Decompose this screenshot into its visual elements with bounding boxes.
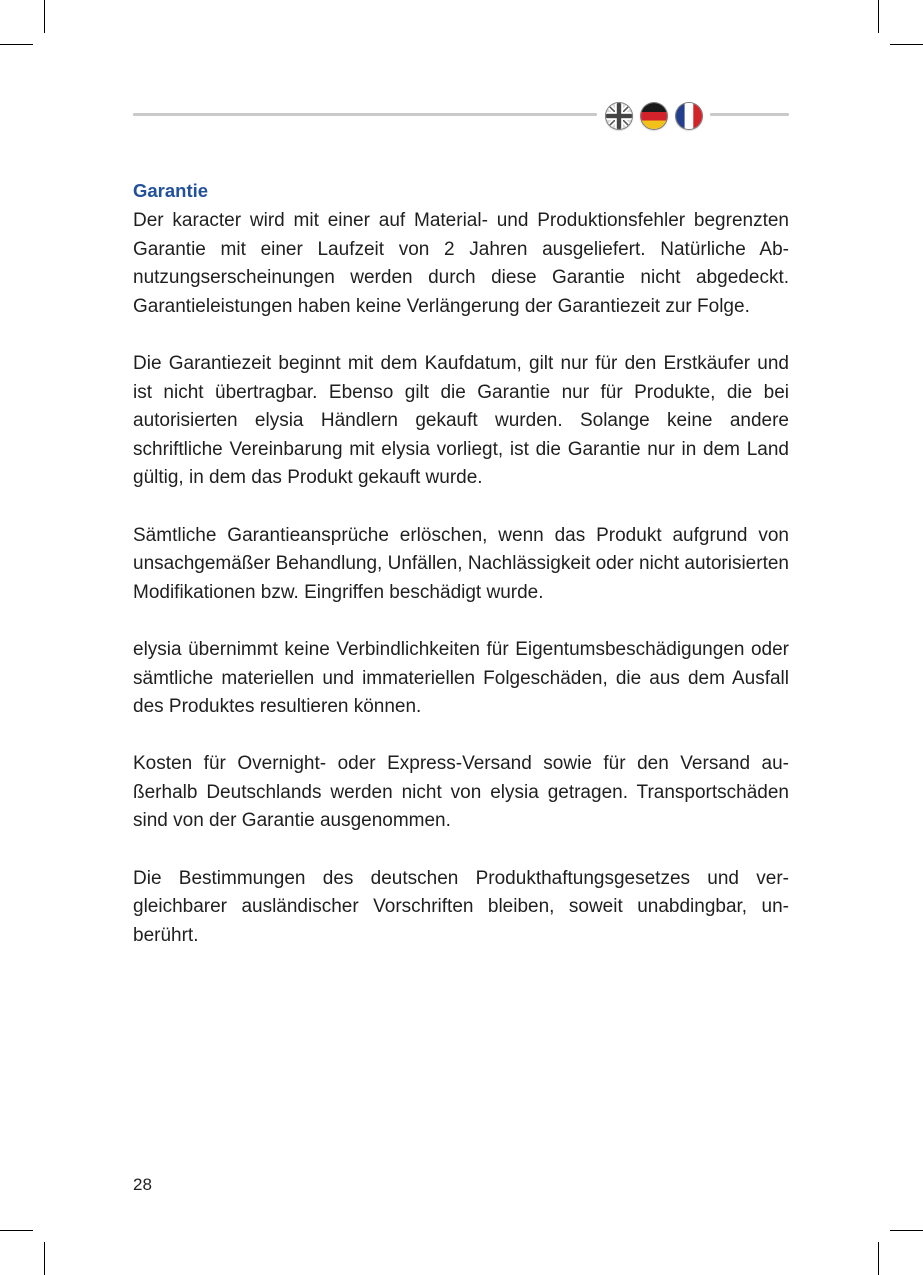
uk-flag-icon[interactable] [606, 103, 632, 129]
paragraph: Der karacter wird mit einer auf Material- und Produktionsfehler begrenzten Garantie mit einer Laufzeit von 2 Jahren ausgeliefert. Natürliche Abnutzungserscheinungen werden durch diese Garantie nicht abgedeckt. Garantieleistungen haben keine Verlängerung der Garantiezeit zur Folge. [133, 210, 789, 317]
crop-mark [878, 0, 879, 33]
header-rule-left [133, 113, 597, 116]
paragraph: Die Garantiezeit beginnt mit dem Kaufdatum, gilt nur für den Erstkäufer und ist nicht übertragbar. Ebenso gilt die Garantie nur für Produkte, die bei autorisierten elysia Händlern gekauft wurden. Solange keine andere schriftliche Vereinbarung mit elysia vorliegt, ist die Garantie nur in dem Land gültig, in dem das Produkt gekauft wurde. [133, 352, 789, 489]
paragraph: Kosten für Overnight- oder Express-Versand sowie für den Versand außerhalb Deutschlands werden nicht von elysia getragen. Transportschäden sind von der Garantie ausgenommen. [133, 753, 789, 832]
crop-mark [44, 0, 45, 33]
paragraph: elysia übernimmt keine Verbindlichkeiten für Eigentumsbeschädigungen oder sämtliche materiellen und immateriellen Folgeschäden, die aus dem Ausfall des Produktes resultieren können. [133, 638, 789, 718]
crop-mark [890, 44, 923, 45]
france-flag-icon[interactable] [676, 103, 702, 129]
germany-flag-icon[interactable] [641, 103, 667, 129]
warranty-section [133, 176, 789, 979]
crop-mark [0, 1230, 33, 1231]
page-number: 28 [133, 1175, 152, 1194]
crop-mark [878, 1242, 879, 1275]
crop-mark [890, 1230, 923, 1231]
language-selector [606, 102, 702, 130]
crop-mark [0, 44, 33, 45]
paragraph: Sämtliche Garantieansprüche erlöschen, wenn das Produkt aufgrund von unsachgemäßer Behandlung, Unfällen, Nachlässigkeit oder nicht autorisierten Modifikationen bzw. Eingriffen beschädigt wurde. [133, 524, 789, 603]
header-rule-right [710, 113, 789, 116]
paragraph: Die Bestimmungen des deutschen Produkthaftungsgesetzes und vergleichbarer ausländischer Vorschriften bleiben, soweit unabdingbar, unberührt. [133, 867, 789, 946]
section-title: Garantie [133, 180, 209, 201]
crop-mark [44, 1242, 45, 1275]
